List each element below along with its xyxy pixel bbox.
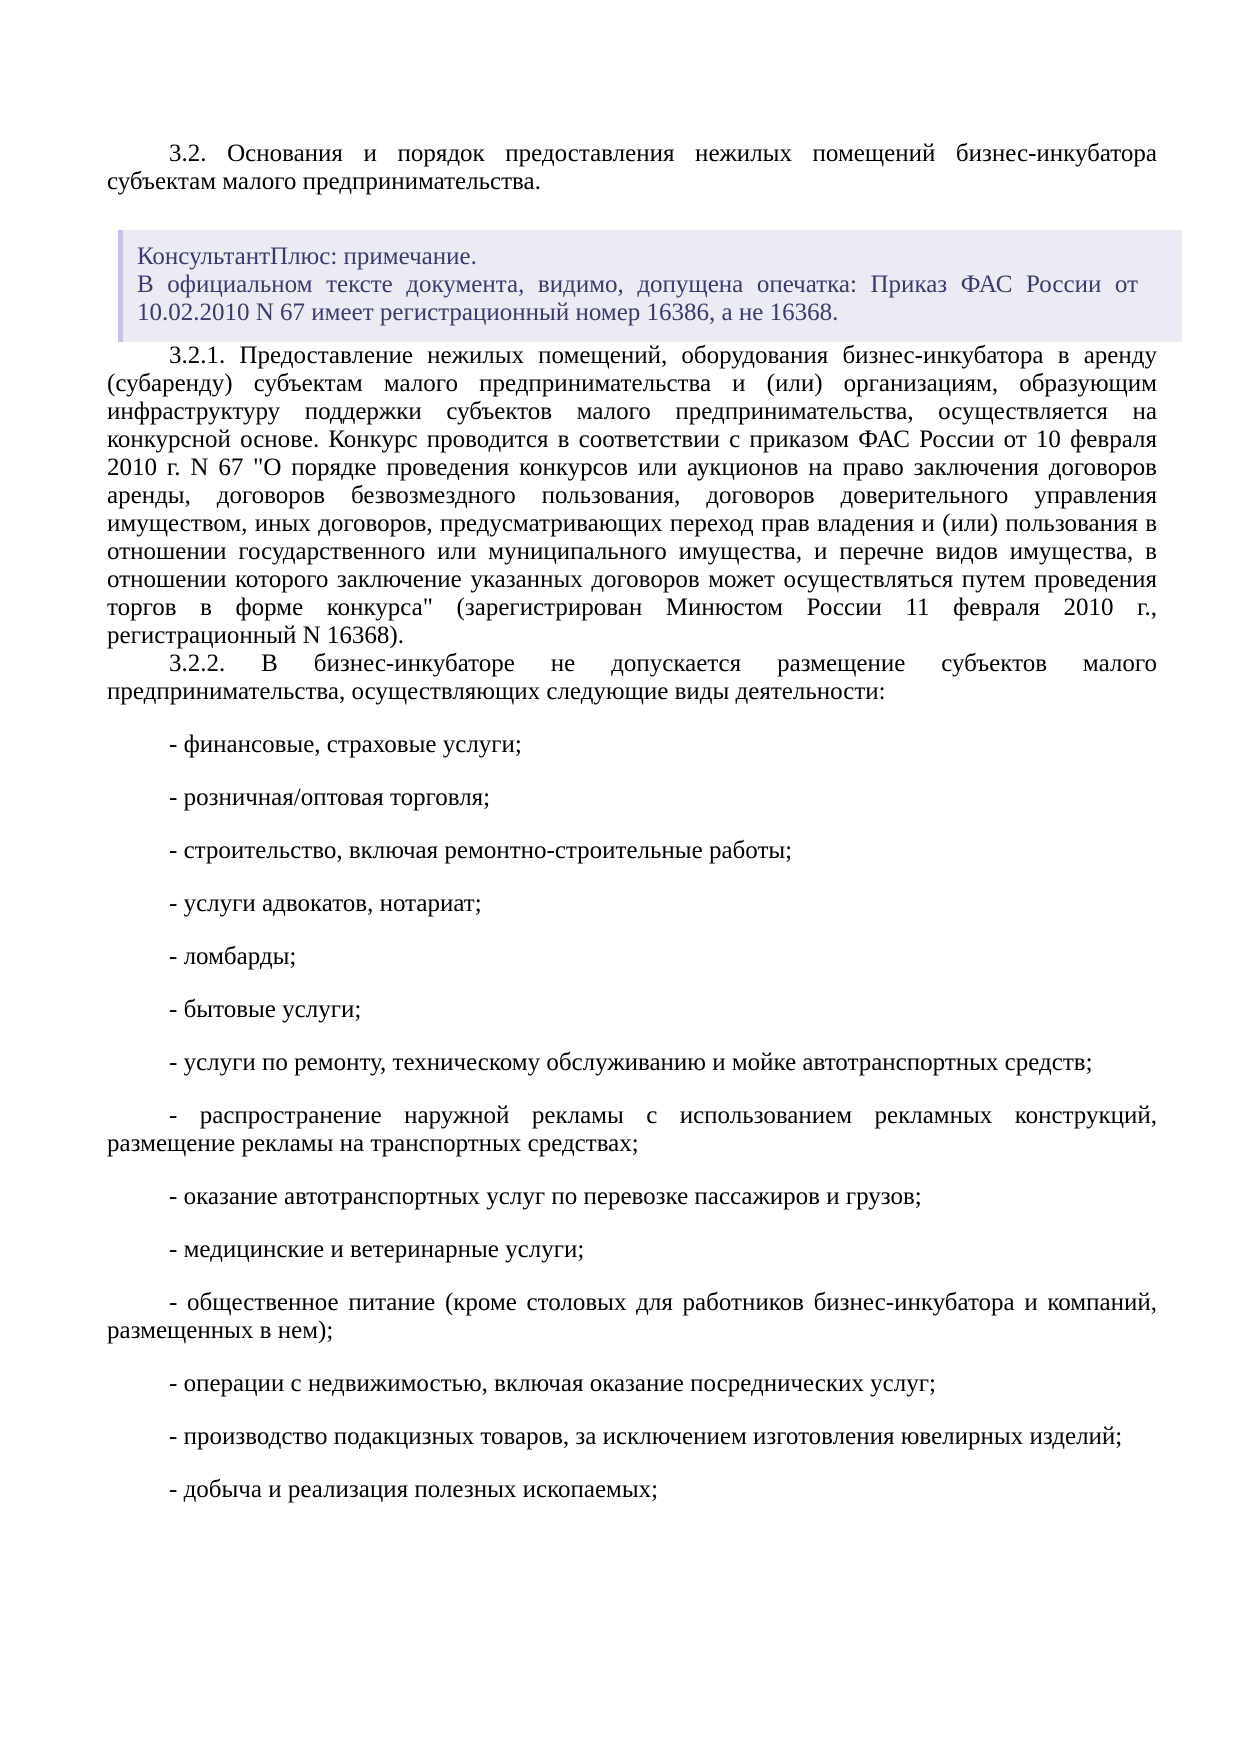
consultant-note-box <box>118 230 1182 342</box>
activity-item: - услуги по ремонту, техническому обслуживанию и мойке автотранспортных средств; <box>169 1049 1093 1076</box>
paragraph-3-2-1: 3.2.1. Предоставление нежилых помещений, оборудования бизнес-инкубатора в аренду (субаренду) субъектам малого предпринимательства и (или) организациям, образующим инфраструктуру поддержки субъектов малого предпринимательства, осуществляется на конкурсной основе. Конкурс проводится в соответствии с приказом ФАС России от 10 февраля 2010 г. N 67 "О порядке проведения конкурсов или аукционов на право заключения договоров аренды, договоров безвозмездного пользования, договоров доверительного управления имуществом, иных договоров, предусматривающих переход прав владения и (или) пользования в отношении государственного или муниципального имущества, и перечне видов имущества, в отношении которого заключение указанных договоров может осуществляться путем проведения торгов в форме конкурса" (зарегистрирован Минюстом России 11 февраля 2010 г., регистрационный N 16368). <box>107 342 1157 649</box>
activity-list <box>107 731 1157 1504</box>
activity-item: - бытовые услуги; <box>169 996 362 1023</box>
activity-item: - операции с недвижимостью, включая оказание посреднических услуг; <box>169 1370 936 1397</box>
activity-item: - производство подакцизных товаров, за исключением изготовления ювелирных изделий; <box>169 1423 1123 1450</box>
document-content <box>107 140 1157 1504</box>
note-title: КонсультантПлюс: примечание. <box>137 243 477 270</box>
activity-item: - распространение наружной рекламы с использованием рекламных конструкций, размещение рекламы на транспортных средствах; <box>107 1102 1157 1157</box>
activity-item: - общественное питание (кроме столовых для работников бизнес-инкубатора и компаний, размещенных в нем); <box>107 1289 1157 1344</box>
activity-item: - финансовые, страховые услуги; <box>169 731 522 758</box>
paragraph-3-2-2: 3.2.2. В бизнес-инкубаторе не допускается размещение субъектов малого предпринимательства, осуществляющих следующие виды деятельности: <box>107 650 1157 705</box>
activity-item: - розничная/оптовая торговля; <box>169 784 491 811</box>
activity-item: - добыча и реализация полезных ископаемых; <box>169 1476 659 1503</box>
note-body: В официальном тексте документа, видимо, допущена опечатка: Приказ ФАС России от 10.02.2010 N 67 имеет регистрационный номер 16386, а не 16368. <box>137 271 1138 326</box>
activity-item: - услуги адвокатов, нотариат; <box>169 890 482 917</box>
section-heading: 3.2. Основания и порядок предоставления нежилых помещений бизнес-инкубатора субъектам малого предпринимательства. <box>107 140 1157 195</box>
activity-item: - строительство, включая ремонтно-строительные работы; <box>169 837 793 864</box>
activity-item: - ломбарды; <box>169 943 297 970</box>
activity-item: - медицинские и ветеринарные услуги; <box>169 1236 585 1263</box>
activity-item: - оказание автотранспортных услуг по перевозке пассажиров и грузов; <box>169 1183 922 1210</box>
